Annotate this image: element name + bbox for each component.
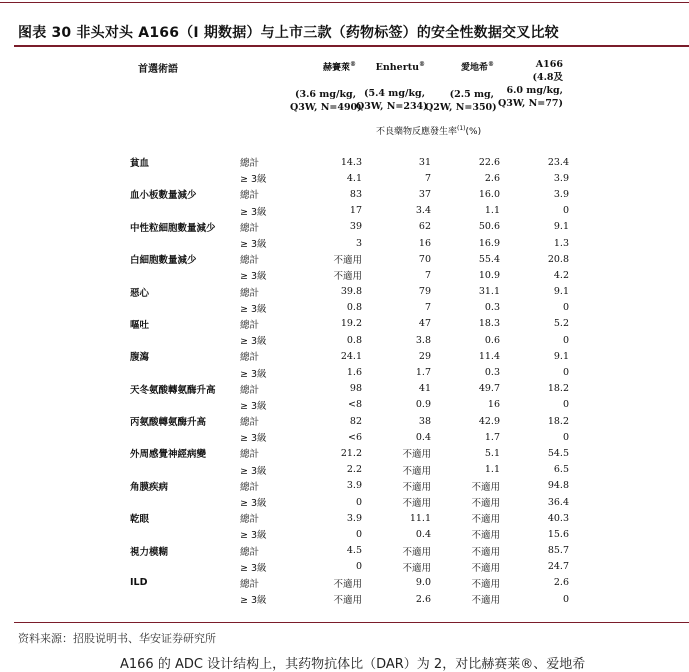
value-col-2: 38: [418, 415, 431, 427]
value-col-1: 19.2: [340, 318, 362, 330]
header-col-2-dose: (5.4 mg/kg,: [363, 88, 425, 100]
row-term: [130, 494, 240, 510]
value-col-3: 11.4: [478, 350, 500, 362]
value-col-3: 5.1: [484, 447, 500, 459]
value-col-1: 0.8: [346, 302, 362, 314]
value-col-4: 9.1: [553, 350, 569, 362]
value-col-4: 0: [562, 302, 569, 314]
table-row: [130, 219, 569, 235]
table-row: [130, 332, 569, 348]
table-row: [130, 462, 569, 478]
value-col-2: 0.4: [415, 431, 431, 443]
value-col-3: 22.6: [478, 156, 500, 168]
table-row: [130, 575, 569, 591]
row-term: ILD: [130, 577, 148, 589]
row-grade: 總計: [240, 190, 260, 202]
value-col-1: 不適用: [333, 255, 362, 267]
row-grade: 總計: [240, 352, 260, 364]
value-col-2: 41: [418, 383, 431, 395]
value-col-3: 0.3: [484, 367, 500, 379]
table-row: [130, 300, 569, 316]
value-col-2: 62: [418, 221, 431, 233]
value-col-4: 0: [562, 593, 569, 605]
row-grade: 總計: [240, 449, 260, 461]
value-col-2: 29: [418, 350, 431, 362]
row-grade: ≥ 3級: [240, 400, 267, 412]
value-col-1: 2.2: [346, 464, 362, 476]
value-col-1: 21.2: [340, 447, 362, 459]
value-col-3: 1.1: [484, 205, 500, 217]
value-col-3: 不適用: [471, 562, 500, 574]
value-col-4: 24.7: [547, 561, 569, 573]
row-grade: 總計: [240, 255, 260, 267]
header-col-3-sup: ®: [488, 61, 494, 68]
row-grade: ≥ 3級: [240, 530, 267, 542]
row-term: [130, 591, 240, 607]
value-col-2: 7: [424, 302, 431, 314]
value-col-4: 0: [562, 431, 569, 443]
value-col-4: 40.3: [547, 512, 569, 524]
value-col-4: 54.5: [547, 447, 569, 459]
value-col-1: 24.1: [340, 350, 362, 362]
table-row: [130, 267, 569, 283]
header-col-2: [356, 58, 428, 113]
value-col-1: 14.3: [340, 156, 362, 168]
value-col-4: 36.4: [547, 496, 569, 508]
row-grade: ≥ 3級: [240, 206, 267, 218]
row-term: 視力模糊: [130, 546, 169, 558]
header-col-4-dose-b: 6.0 mg/kg,: [506, 85, 563, 96]
value-col-4: 9.1: [553, 286, 569, 298]
table-row: [130, 543, 569, 559]
header-col-3-name: 愛地希: [460, 63, 488, 74]
row-term: [130, 559, 240, 575]
top-rule: [0, 2, 689, 3]
row-term: [130, 364, 240, 380]
table-row: [130, 381, 569, 397]
row-term: [130, 397, 240, 413]
value-col-2: 70: [418, 253, 431, 265]
header-col-3: [425, 58, 497, 114]
value-col-1: 83: [349, 188, 362, 200]
value-col-2: 16: [418, 237, 431, 249]
header-col-1-dose: (3.6 mg/kg,: [294, 89, 356, 101]
value-col-2: 不適用: [402, 481, 431, 493]
table-row: [130, 445, 569, 461]
row-grade: 總計: [240, 222, 260, 234]
table-row: [130, 170, 569, 186]
value-col-3: 不適用: [471, 578, 500, 590]
value-col-4: 20.8: [547, 253, 569, 265]
value-col-1: <8: [347, 399, 362, 411]
row-grade: ≥ 3級: [240, 498, 267, 510]
row-term: [130, 332, 240, 348]
row-grade: ≥ 3級: [240, 239, 267, 251]
value-col-2: 不適用: [402, 465, 431, 477]
value-col-1: 不適用: [333, 578, 362, 590]
value-col-1: 82: [349, 415, 362, 427]
row-grade: ≥ 3級: [240, 433, 267, 445]
incidence-rate-unit: (%): [465, 127, 482, 137]
value-col-4: 9.1: [553, 221, 569, 233]
value-col-3: 31.1: [478, 286, 500, 298]
value-col-3: 不適用: [471, 498, 500, 510]
value-col-2: 0.4: [415, 528, 431, 540]
value-col-1: 98: [349, 383, 362, 395]
row-grade: 總計: [240, 158, 260, 170]
row-grade: 總計: [240, 319, 260, 331]
value-col-2: 7: [424, 172, 431, 184]
value-col-4: 85.7: [547, 545, 569, 557]
value-col-1: 17: [349, 205, 362, 217]
value-col-3: 49.7: [478, 383, 500, 395]
value-col-3: 不適用: [471, 595, 500, 607]
value-col-4: 0: [562, 367, 569, 379]
value-col-1: 4.1: [346, 172, 362, 184]
value-col-1: 不適用: [333, 595, 362, 607]
table-row: [130, 203, 569, 219]
table-row: [130, 251, 569, 267]
bottom-rule: [14, 622, 689, 623]
source-note: 资料来源：招股说明书、华安证券研究所: [18, 632, 216, 645]
table-row: [130, 186, 569, 202]
value-col-3: 16.0: [478, 188, 500, 200]
value-col-3: 42.9: [478, 415, 500, 427]
value-col-3: 16: [487, 399, 500, 411]
row-grade: ≥ 3級: [240, 465, 267, 477]
header-col-1-schedule: Q3W, N=490): [290, 102, 362, 114]
row-term: 嘔吐: [130, 319, 150, 331]
value-col-4: 0: [562, 205, 569, 217]
row-grade: 總計: [240, 578, 260, 590]
value-col-1: 39.8: [340, 286, 362, 298]
row-term: 角膜疾病: [130, 481, 169, 493]
table-row: [130, 591, 569, 607]
row-grade: 總計: [240, 417, 260, 429]
value-col-3: 1.1: [484, 464, 500, 476]
row-grade: 總計: [240, 481, 260, 493]
row-grade: ≥ 3級: [240, 336, 267, 348]
value-col-2: 11.1: [409, 512, 431, 524]
title-rule: [14, 45, 689, 47]
table-row: [130, 235, 569, 251]
row-term: 天冬氨酸轉氨酶升高: [130, 384, 216, 396]
value-col-4: 0: [562, 399, 569, 411]
value-col-3: 不適用: [471, 514, 500, 526]
value-col-2: 不適用: [402, 546, 431, 558]
header-col-3-schedule: Q2W, N=350): [425, 102, 497, 114]
value-col-4: 4.2: [553, 269, 569, 281]
value-col-2: 0.9: [415, 399, 431, 411]
value-col-3: 10.9: [478, 269, 500, 281]
row-grade: ≥ 3級: [240, 368, 267, 380]
incidence-rate-label: [376, 124, 481, 137]
value-col-2: 1.7: [415, 367, 431, 379]
value-col-2: 不適用: [402, 498, 431, 510]
value-col-1: 0: [355, 528, 362, 540]
value-col-1: 0: [355, 561, 362, 573]
row-grade: ≥ 3級: [240, 271, 267, 283]
value-col-4: 18.2: [547, 415, 569, 427]
value-col-1: 1.6: [346, 367, 362, 379]
header-col-2-name: Enhertu: [375, 62, 419, 74]
table-row: [130, 559, 569, 575]
value-col-3: 0.6: [484, 334, 500, 346]
value-col-1: 3: [355, 237, 362, 249]
value-col-1: 3.9: [346, 480, 362, 492]
value-col-2: 不適用: [402, 449, 431, 461]
row-grade: 總計: [240, 546, 260, 558]
value-col-3: 50.6: [478, 221, 500, 233]
row-term: 貧血: [130, 158, 150, 170]
row-term: [130, 526, 240, 542]
row-term: [130, 170, 240, 186]
value-col-1: 4.5: [346, 545, 362, 557]
row-term: [130, 203, 240, 219]
row-term: 惡心: [130, 287, 150, 299]
row-term: [130, 462, 240, 478]
value-col-3: 18.3: [478, 318, 500, 330]
row-term: 腹瀉: [130, 352, 150, 364]
value-col-3: 不適用: [471, 481, 500, 493]
row-grade: ≥ 3級: [240, 562, 267, 574]
row-grade: ≥ 3級: [240, 595, 267, 607]
table-row: [130, 316, 569, 332]
row-grade: ≥ 3級: [240, 303, 267, 315]
value-col-1: 3.9: [346, 512, 362, 524]
value-col-4: 3.9: [553, 172, 569, 184]
value-col-2: 79: [418, 286, 431, 298]
value-col-4: 23.4: [547, 156, 569, 168]
header-term: 首選術語: [138, 64, 178, 75]
row-term: 白細胞數量減少: [130, 255, 197, 267]
value-col-2: 37: [418, 188, 431, 200]
row-grade: 總計: [240, 384, 260, 396]
value-col-3: 1.7: [484, 431, 500, 443]
table-row: [130, 284, 569, 300]
value-col-4: 18.2: [547, 383, 569, 395]
figure-title: 图表 30 非头对头 A166（I 期数据）与上市三款（药物标签）的安全性数据交叉比较: [18, 25, 559, 41]
value-col-4: 0: [562, 334, 569, 346]
value-col-2: 不適用: [402, 562, 431, 574]
table-row: [130, 510, 569, 526]
header-col-4-dose-a: (4.8及: [532, 72, 563, 83]
value-col-2: 9.0: [415, 577, 431, 589]
data-table: [130, 154, 569, 607]
table-row: [130, 413, 569, 429]
header-col-3-dose: (2.5 mg,: [449, 89, 494, 101]
row-term: 血小板數量減少: [130, 190, 197, 202]
row-term: [130, 267, 240, 283]
value-col-2: 3.8: [415, 334, 431, 346]
value-col-2: 3.4: [415, 205, 431, 217]
incidence-rate-text: 不良藥物反應發生率: [376, 127, 458, 137]
header-col-4-name: A166: [535, 59, 563, 70]
table-row: [130, 397, 569, 413]
table-row: [130, 154, 569, 170]
value-col-4: 94.8: [547, 480, 569, 492]
value-col-4: 2.6: [553, 577, 569, 589]
row-term: [130, 235, 240, 251]
row-term: 外周感覺神經病變: [130, 449, 207, 461]
header-col-2-schedule: Q3W, N=234): [356, 101, 428, 113]
value-col-2: 31: [418, 156, 431, 168]
value-col-3: 不適用: [471, 546, 500, 558]
header-col-4-schedule: Q3W, N=77): [497, 98, 563, 109]
value-col-4: 6.5: [553, 464, 569, 476]
value-col-1: 39: [349, 221, 362, 233]
table-row: [130, 478, 569, 494]
value-col-3: 不適用: [471, 530, 500, 542]
value-col-3: 16.9: [478, 237, 500, 249]
row-term: 丙氨酸轉氨酶升高: [130, 417, 207, 429]
value-col-4: 1.3: [553, 237, 569, 249]
value-col-4: 5.2: [553, 318, 569, 330]
value-col-3: 55.4: [478, 253, 500, 265]
header-col-2-sup: ®: [419, 61, 425, 68]
row-term: [130, 429, 240, 445]
row-term: 乾眼: [130, 514, 150, 526]
row-term: [130, 300, 240, 316]
table-row: [130, 494, 569, 510]
value-col-2: 2.6: [415, 593, 431, 605]
value-col-1: <6: [347, 431, 362, 443]
row-grade: 總計: [240, 514, 260, 526]
value-col-1: 0: [355, 496, 362, 508]
incidence-rate-sup: (1): [457, 125, 466, 132]
table-row: [130, 364, 569, 380]
value-col-2: 47: [418, 318, 431, 330]
header-col-1-name: 赫賽萊: [322, 63, 350, 74]
header-col-4: [494, 58, 563, 110]
value-col-2: 7: [424, 269, 431, 281]
value-col-1: 不適用: [333, 271, 362, 283]
value-col-3: 2.6: [484, 172, 500, 184]
body-text-snippet: A166 的 ADC 设计结构上，其药物抗体比（DAR）为 2，对比赫赛莱®、爱地希: [120, 657, 586, 672]
value-col-4: 3.9: [553, 188, 569, 200]
table-row: [130, 348, 569, 364]
row-grade: 總計: [240, 287, 260, 299]
header-col-1: [290, 58, 362, 114]
value-col-3: 0.3: [484, 302, 500, 314]
row-grade: ≥ 3級: [240, 174, 267, 186]
value-col-4: 15.6: [547, 528, 569, 540]
row-term: 中性粒細胞數量減少: [130, 222, 216, 234]
value-col-1: 0.8: [346, 334, 362, 346]
header-col-1-sup: ®: [350, 61, 356, 68]
table-row: [130, 429, 569, 445]
table-row: [130, 526, 569, 542]
